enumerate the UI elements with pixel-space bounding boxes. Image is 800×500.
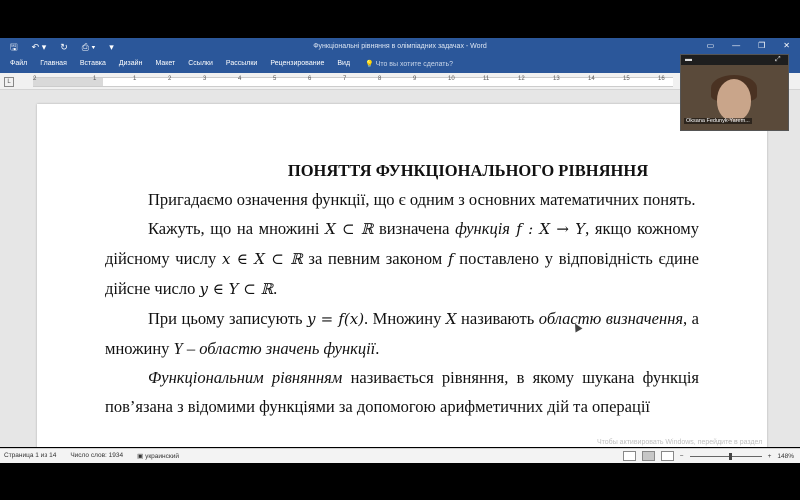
ruler-number: 16 — [658, 76, 665, 82]
ruler-number: 8 — [378, 76, 382, 82]
paragraph-2: Кажуть, що на множині X ⊂ ℝ визначена функція f : X → Y, якщо кожному дійсному числу x ∈ X ⊂ ℝ за певним законом f поставлено у відповідність єдине дійсне число y ∈ Y ⊂ ℝ. — [105, 219, 700, 298]
paragraph-1: Пригадаємо означення функції, що є одним з основних математичних понять. — [148, 190, 696, 209]
zoom-slider[interactable] — [690, 456, 762, 457]
tab-6[interactable]: Рассылки — [225, 60, 258, 67]
zoom-thumb[interactable] — [729, 453, 732, 460]
ruler-number: 7 — [343, 76, 347, 82]
save-icon[interactable]: 🖫 — [10, 42, 18, 52]
read-mode-button[interactable] — [623, 451, 636, 461]
document-heading: ПОНЯТТЯ ФУНКЦІОНАЛЬНОГО РІВНЯННЯ — [287, 161, 649, 180]
undo-icon[interactable]: ↶ ▾ — [31, 42, 47, 52]
minimize-icon[interactable]: — — [732, 41, 741, 50]
document-page[interactable] — [37, 104, 767, 447]
tab-8[interactable]: Вид — [337, 60, 351, 67]
ruler-number: 3 — [203, 76, 207, 82]
tab-1[interactable]: Главная — [40, 60, 67, 67]
language-indicator[interactable]: ▣ украинский — [137, 453, 179, 460]
ruler-number: 14 — [588, 76, 595, 82]
proofing-icon: ▣ — [137, 453, 146, 460]
tab-selector-icon[interactable]: L — [4, 77, 14, 87]
window-controls — [707, 41, 790, 50]
window-title: Функціональні рівняння в олімпіадних задачах - Word — [313, 43, 487, 50]
lightbulb-icon: 💡 — [365, 61, 374, 68]
tab-7[interactable]: Рецензирование — [270, 60, 325, 67]
ruler-number: 11 — [483, 76, 490, 82]
ruler-number: 6 — [308, 76, 312, 82]
ruler-number: 2 — [168, 76, 172, 82]
customize-icon[interactable]: ▾ — [109, 42, 114, 52]
document-workspace[interactable] — [0, 90, 800, 447]
ruler-number: 13 — [553, 76, 560, 82]
word-count[interactable]: Число слов: 1934 — [70, 452, 124, 459]
redo-icon[interactable]: ↻ — [60, 42, 68, 52]
video-toolbar — [681, 55, 788, 65]
tab-3[interactable]: Дизайн — [118, 60, 143, 67]
ruler-number: 4 — [238, 76, 242, 82]
zoom-out-button[interactable]: − — [679, 452, 684, 460]
web-layout-button[interactable] — [661, 451, 674, 461]
paragraph-3: При цьому записують y = f(x). Множину X називають областю визначення, а множину Y – областю значень функції. — [105, 309, 700, 358]
ruler-number: 10 — [448, 76, 455, 82]
ruler-number: 9 — [413, 76, 417, 82]
participant-name: Oksana Fedunyk-Yarem... — [686, 118, 750, 124]
status-bar — [0, 448, 800, 463]
page-count[interactable]: Страница 1 из 14 — [4, 452, 57, 459]
ruler-number: 1 — [133, 76, 137, 82]
ruler-number: 5 — [273, 76, 277, 82]
video-call-overlay[interactable] — [680, 54, 789, 131]
ruler-number: 12 — [518, 76, 525, 82]
ruler-number: 1 — [93, 76, 97, 82]
windows-activation-watermark: Чтобы активировать Windows, перейдите в раздел — [597, 439, 763, 446]
restore-icon[interactable]: ❐ — [758, 41, 766, 50]
paragraph-4: Функціональним рівнянням називається рівняння, в якому шукана функція пов’язана з відомими функціями за допомогою арифметичних дій та операції — [105, 368, 700, 416]
ribbon-options-icon[interactable]: ▭ — [706, 41, 715, 50]
ruler-number: 2 — [33, 76, 37, 82]
document-body[interactable] — [105, 156, 699, 421]
ruler-number: 15 — [623, 76, 630, 82]
print-icon[interactable]: ⎙ ▾ — [81, 42, 96, 52]
tab-0[interactable]: Файл — [10, 60, 28, 67]
tab-5[interactable]: Ссылки — [188, 60, 213, 67]
tell-me-label: Что вы хотите сделать? — [375, 61, 454, 68]
tab-2[interactable]: Вставка — [79, 60, 106, 67]
close-icon[interactable]: ✕ — [783, 41, 790, 50]
tab-4[interactable]: Макет — [155, 60, 176, 67]
camera-icon[interactable]: ▬ — [685, 56, 692, 63]
tell-me-search[interactable] — [365, 60, 453, 68]
zoom-in-button[interactable]: + — [767, 452, 772, 460]
expand-icon[interactable]: ⤢ — [775, 56, 781, 63]
zoom-level[interactable]: 148% — [777, 452, 794, 460]
ruler-numbers — [33, 76, 673, 85]
print-layout-button[interactable] — [642, 451, 655, 461]
